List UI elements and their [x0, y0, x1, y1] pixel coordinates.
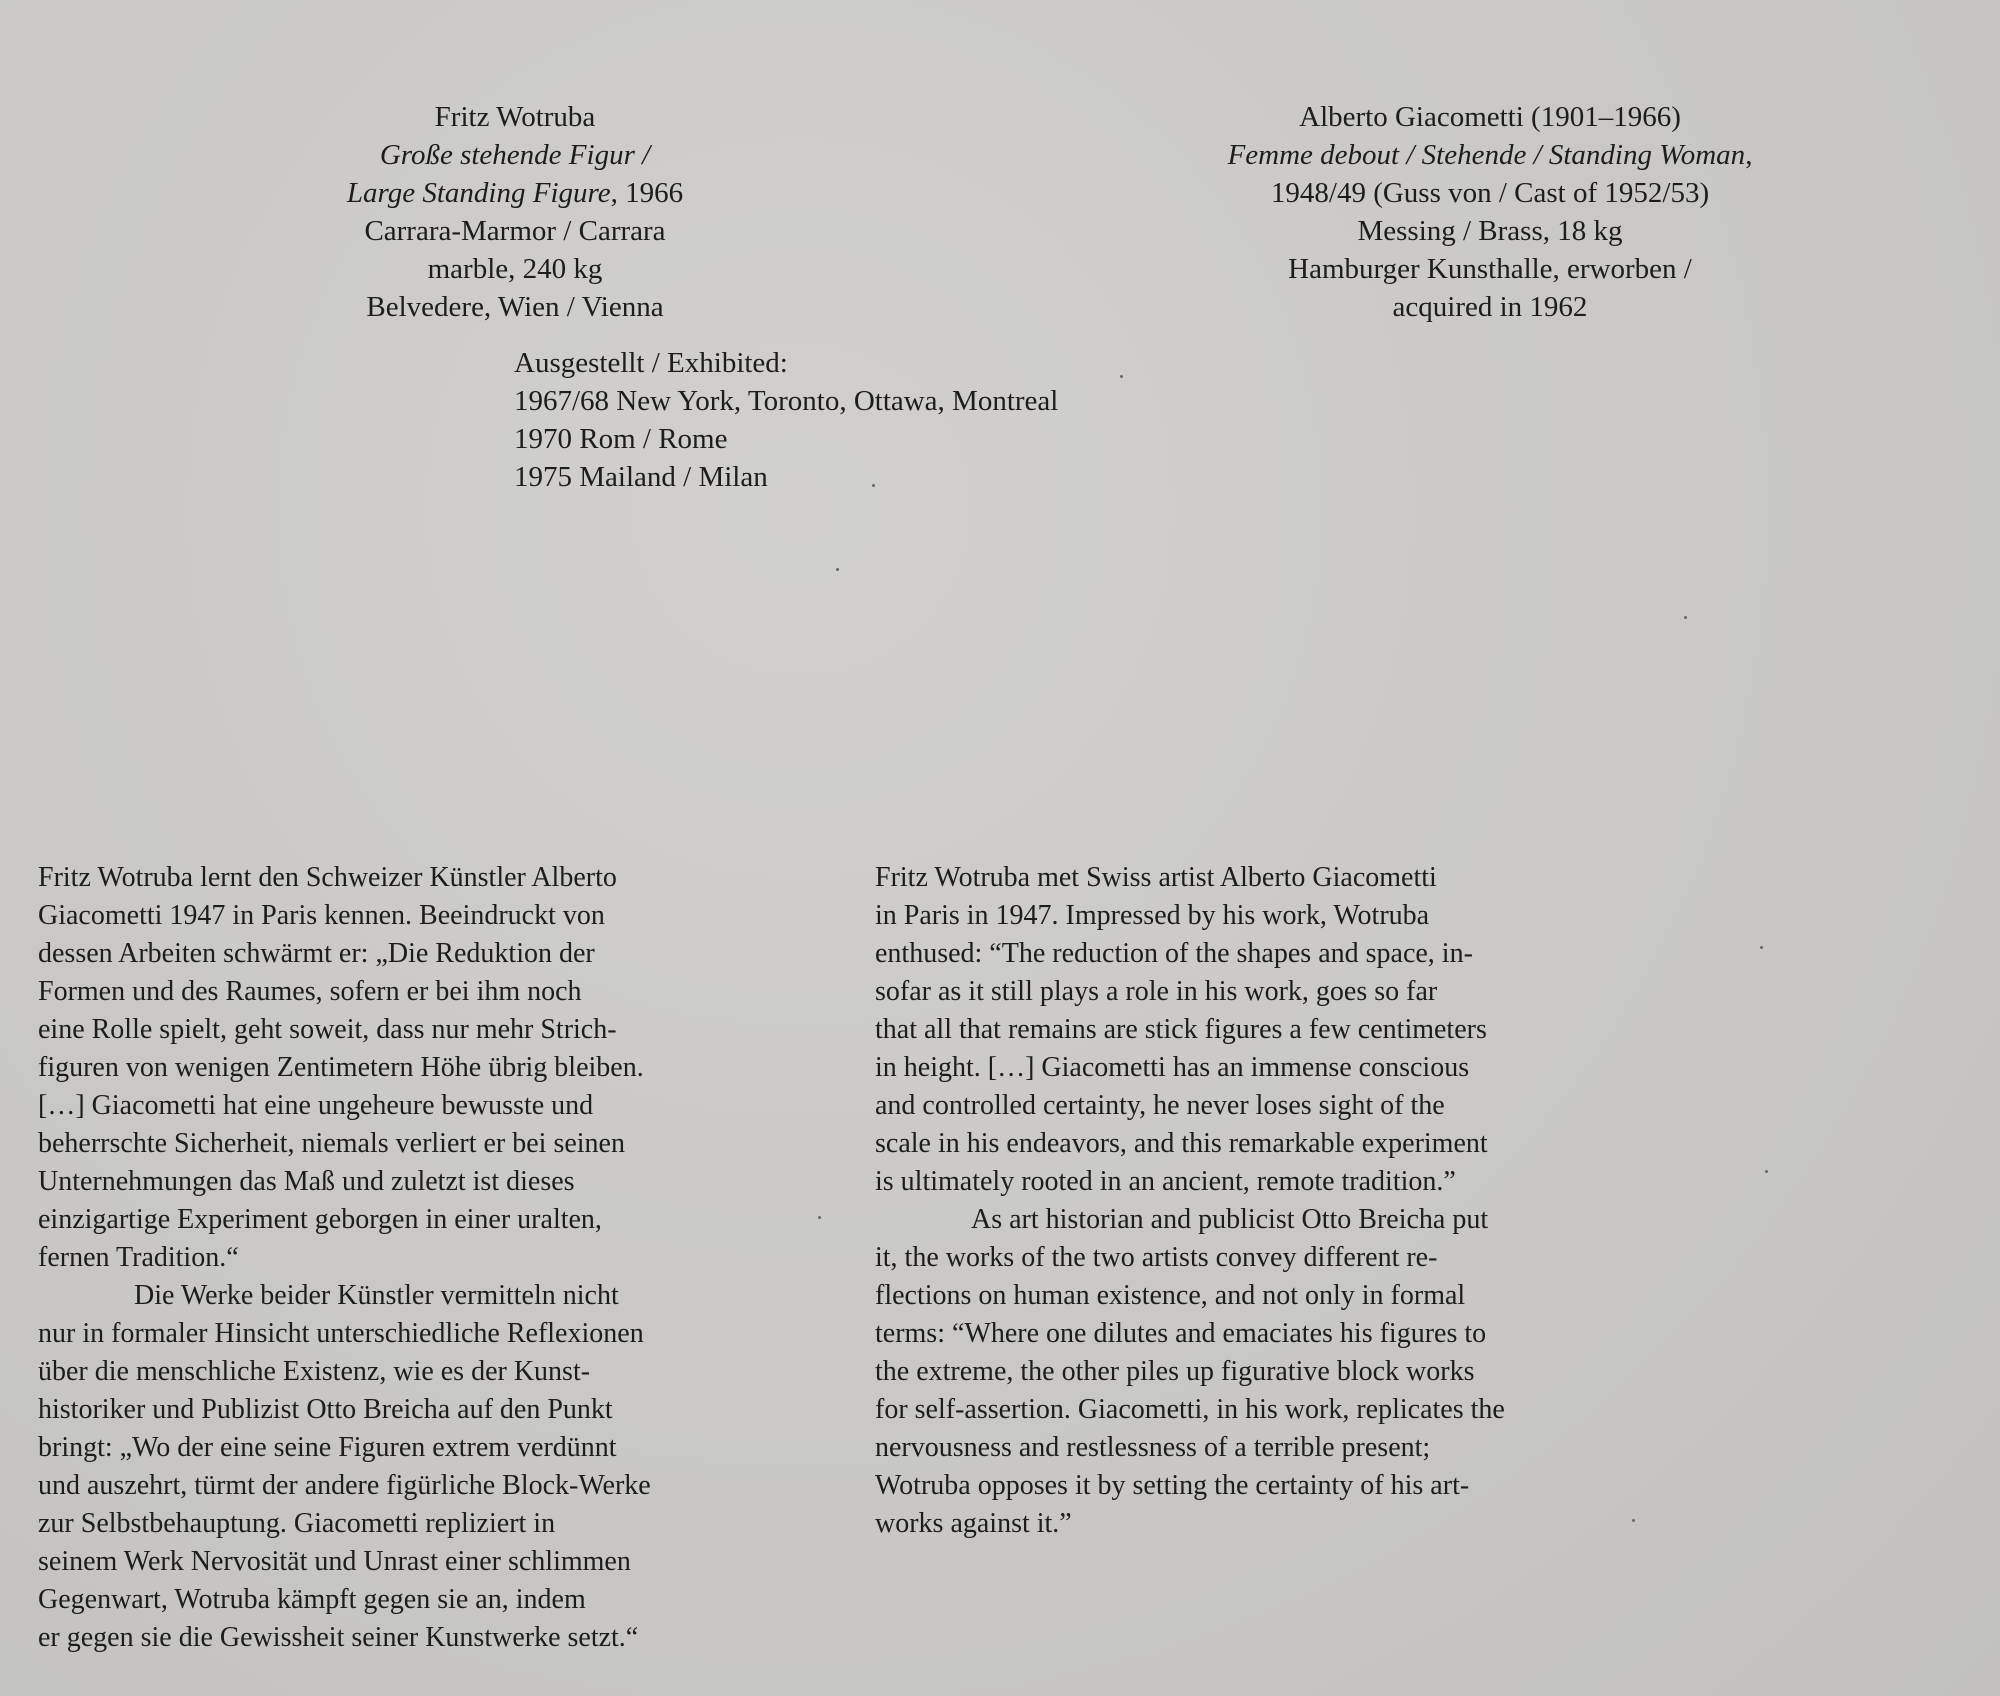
text-line: figuren von wenigen Zentimetern Höhe übrig bleiben. — [38, 1052, 644, 1083]
title-comma: , — [1745, 139, 1753, 171]
text-line: fernen Tradition.“ — [38, 1242, 239, 1273]
giacometti-caption — [1130, 98, 1850, 326]
text-line: einzigartige Experiment geborgen in einer uralten, — [38, 1204, 602, 1235]
english-text-column — [875, 859, 1715, 1543]
paper-speck — [818, 1216, 821, 1219]
artwork-material: Carrara-Marmor / Carrara — [364, 215, 666, 247]
text-line: and controlled certainty, he never loses sight of the — [875, 1090, 1445, 1121]
artwork-title: Große stehende Figur / — [379, 139, 651, 171]
artwork-title-line2 — [265, 174, 765, 212]
text-line: […] Giacometti hat eine ungeheure bewusste und — [38, 1090, 594, 1121]
text-line: Giacometti 1947 in Paris kennen. Beeindruckt von — [38, 900, 605, 931]
artwork-collection: Belvedere, Wien / Vienna — [366, 291, 664, 323]
text-line-indented: As art historian and publicist Otto Breicha put — [971, 1204, 1489, 1235]
paper-speck — [872, 484, 875, 487]
paper-speck — [836, 568, 839, 571]
artwork-title: Femme debout / Stehende / Standing Woman — [1227, 139, 1746, 171]
artist-name: Fritz Wotruba — [434, 101, 596, 133]
text-line: terms: “Where one dilutes and emaciates his figures to — [875, 1318, 1487, 1349]
artwork-title-english: Large Standing Figure — [346, 177, 611, 209]
exhibited-heading: Ausgestellt / Exhibited: — [514, 347, 788, 379]
text-line: works against it.” — [875, 1508, 1072, 1539]
artwork-title-line — [1130, 136, 1850, 174]
text-line-indented: Die Werke beider Künstler vermitteln nicht — [134, 1280, 619, 1311]
text-line: flections on human existence, and not only in formal — [875, 1280, 1466, 1311]
text-line: the extreme, the other piles up figurative block works — [875, 1356, 1475, 1387]
text-line: und auszehrt, türmt der andere figürliche Block-Werke — [38, 1470, 651, 1501]
text-line: that all that remains are stick figures a few centimeters — [875, 1014, 1487, 1045]
text-line: dessen Arbeiten schwärmt er: „Die Reduktion der — [38, 938, 595, 969]
text-line: seinem Werk Nervosität und Unrast einer schlimmen — [38, 1546, 631, 1577]
wotruba-caption — [265, 98, 765, 326]
text-line: scale in his endeavors, and this remarkable experiment — [875, 1128, 1488, 1159]
text-line: Gegenwart, Wotruba kämpft gegen sie an, indem — [38, 1584, 586, 1615]
exhibition-entry: 1975 Mailand / Milan — [514, 461, 768, 493]
text-line: Wotruba opposes it by setting the certainty of his art- — [875, 1470, 1470, 1501]
artist-name: Alberto Giacometti (1901–1966) — [1299, 101, 1681, 133]
paper-speck — [1684, 616, 1687, 619]
artwork-year: , 1966 — [610, 177, 684, 209]
text-line: Fritz Wotruba met Swiss artist Alberto Giacometti — [875, 862, 1437, 893]
artwork-material-cont: marble, 240 kg — [427, 253, 603, 285]
paper-speck — [1765, 1170, 1768, 1173]
paper-speck — [1760, 946, 1763, 949]
text-line: in Paris in 1947. Impressed by his work, Wotruba — [875, 900, 1430, 931]
exhibition-entry: 1970 Rom / Rome — [514, 423, 728, 455]
exhibition-entry: 1967/68 New York, Toronto, Ottawa, Montreal — [514, 385, 1059, 417]
paper-speck — [1632, 1519, 1635, 1522]
text-line: sofar as it still plays a role in his work, goes so far — [875, 976, 1438, 1007]
text-line: historiker und Publizist Otto Breicha auf den Punkt — [38, 1394, 613, 1425]
paper-speck — [1120, 375, 1123, 378]
artwork-collection-cont: acquired in 1962 — [1392, 291, 1588, 323]
text-line: beherrschte Sicherheit, niemals verliert er bei seinen — [38, 1128, 625, 1159]
text-line: er gegen sie die Gewissheit seiner Kunstwerke setzt.“ — [38, 1622, 639, 1653]
artwork-collection: Hamburger Kunsthalle, erworben / — [1288, 253, 1692, 285]
text-line: über die menschliche Existenz, wie es der Kunst- — [38, 1356, 591, 1387]
text-line: it, the works of the two artists convey different re- — [875, 1242, 1438, 1273]
text-line: Fritz Wotruba lernt den Schweizer Künstler Alberto — [38, 862, 617, 893]
artwork-dates: 1948/49 (Guss von / Cast of 1952/53) — [1270, 177, 1710, 209]
text-line: Unternehmungen das Maß und zuletzt ist dieses — [38, 1166, 575, 1197]
german-text-column — [38, 859, 838, 1657]
text-line: Formen und des Raumes, sofern er bei ihm noch — [38, 976, 582, 1007]
artwork-material: Messing / Brass, 18 kg — [1357, 215, 1623, 247]
text-line: nur in formaler Hinsicht unterschiedliche Reflexionen — [38, 1318, 644, 1349]
text-line: bringt: „Wo der eine seine Figuren extrem verdünnt — [38, 1432, 617, 1463]
exhibition-history — [514, 344, 1058, 496]
text-line: for self-assertion. Giacometti, in his work, replicates the — [875, 1394, 1505, 1425]
text-line: is ultimately rooted in an ancient, remote tradition.” — [875, 1166, 1456, 1197]
text-line: nervousness and restlessness of a terrible present; — [875, 1432, 1431, 1463]
text-line: in height. […] Giacometti has an immense conscious — [875, 1052, 1470, 1083]
text-line: enthused: “The reduction of the shapes and space, in- — [875, 938, 1473, 969]
text-line: eine Rolle spielt, geht soweit, dass nur mehr Strich- — [38, 1014, 617, 1045]
text-line: zur Selbstbehauptung. Giacometti repliziert in — [38, 1508, 556, 1539]
